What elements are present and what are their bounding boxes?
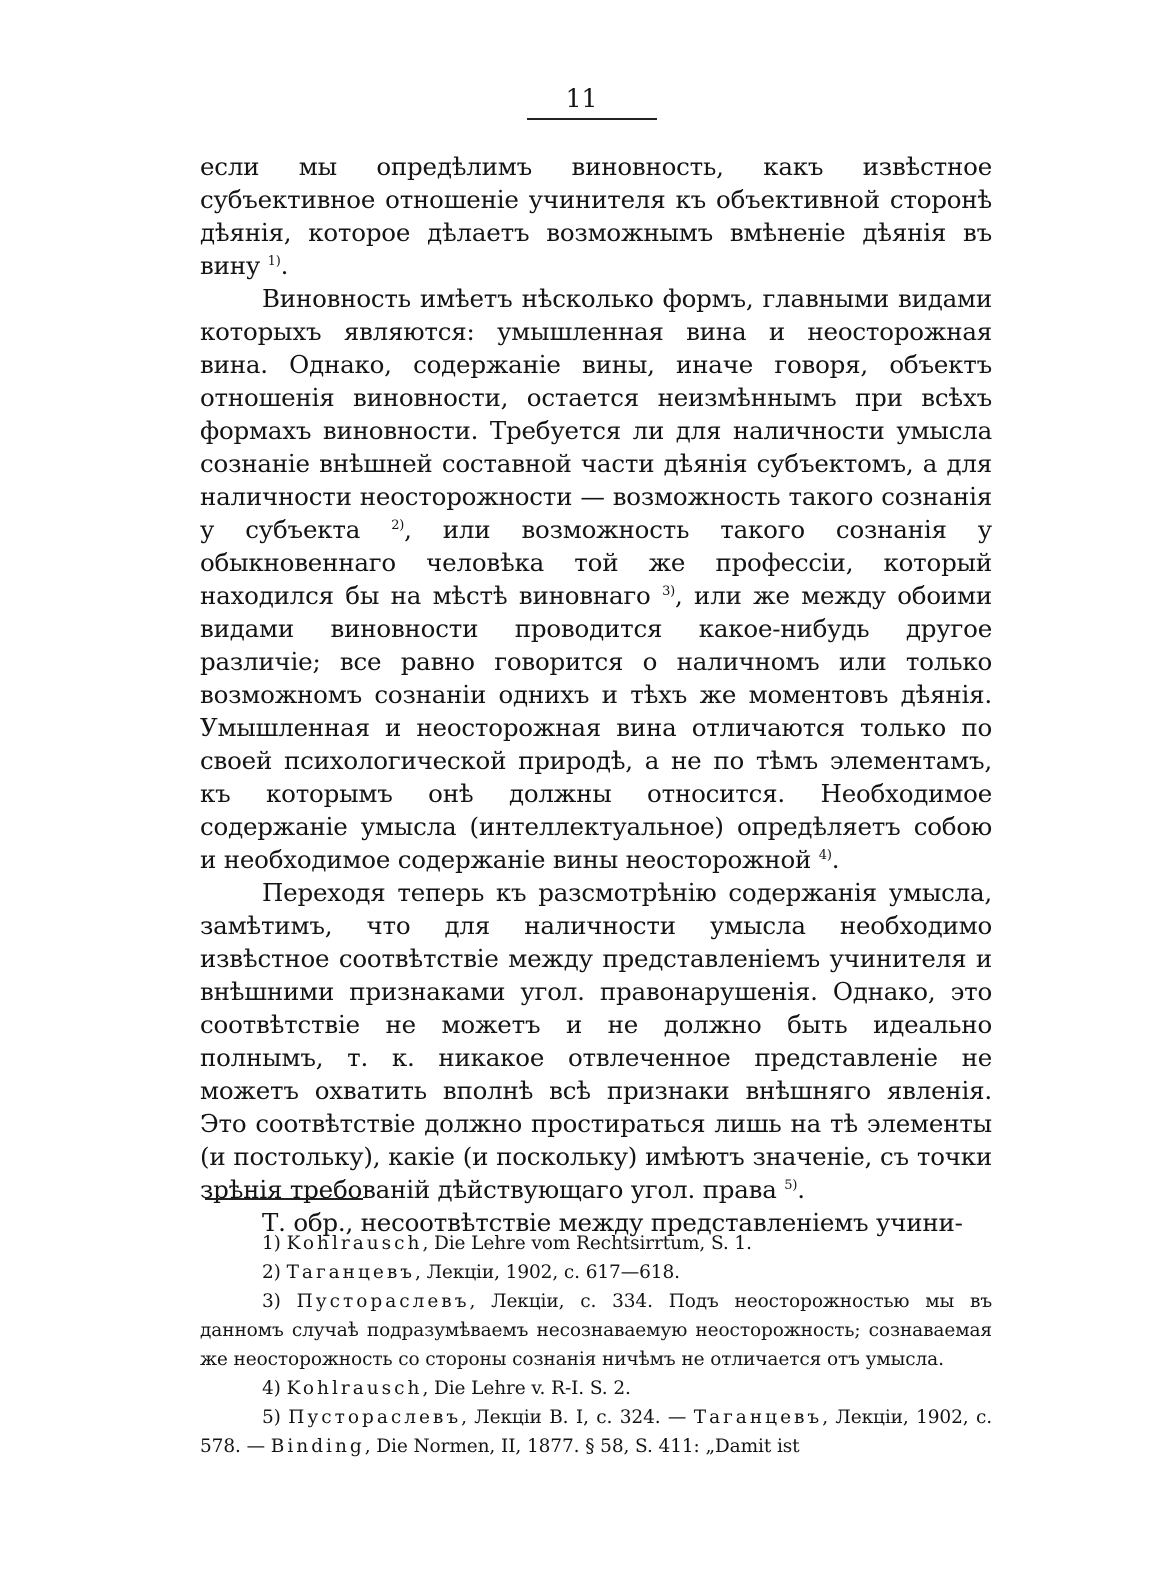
footnote-3-text: , Лекцiи, с. 334. Подъ неосторожностью мы въ данномъ случаѣ подразумѣваемъ несознаваемую неосторожность; сознаваемая же неосторожность со стороны сознанiя ничѣмъ не отличается отъ умысла. (200, 1291, 992, 1370)
paragraph-2-text-b: , или возможность такого сознанiя у обыкновеннаго человѣка той же професciи, который находился бы на мѣстѣ виновнаго (200, 515, 992, 610)
footnote-5-author-2: Таганцевъ (693, 1407, 823, 1428)
footnote-2-text: , Лекцiи, 1902, с. 617—618. (415, 1262, 680, 1283)
footnote-4-number: 4) (262, 1378, 281, 1399)
footnote-5-text-3: , Die Normen, II, 1877. § 58, S. 411: „Damit ist (364, 1436, 800, 1457)
paragraph-2-text-c: , или же между обоими видами виновности проводится какое-нибудь другое различiе; все равно говорится о наличномъ или только возможномъ сознанiи однихъ и тѣхъ же моментовъ дѣянiя. Умышленная и неосторожная вина отличаются только по своей психологической природѣ, а не по тѣмъ элементамъ, къ которымъ онѣ должны относится. Необходимое содержанiе умысла (интеллектуальное) опредѣляетъ собою и необходимое содержанiе вины неосторожной (200, 581, 993, 874)
paragraph-4: Т. обр., несоотвѣтствiе между представленiемъ учини- (262, 1208, 963, 1237)
footnote-5-number: 5) (262, 1407, 281, 1428)
footnote-5-author-3: Binding (270, 1436, 365, 1457)
footnote-5 (200, 1403, 992, 1461)
page-number-rule (527, 118, 657, 120)
footnote-5-author-1: Пустораслевъ (288, 1407, 462, 1428)
footnote-4 (200, 1374, 992, 1403)
footnote-ref-1[interactable]: 1) (267, 253, 281, 269)
paragraph-3-text: Переходя теперь къ разсмотрѣнiю содержанiя умысла, замѣтимъ, что для наличности умысла необходимо извѣстное соотвѣтствiе между представленiемъ учинителя и внѣшними признаками угол. правонарушенiя. Однако, это соотвѣтствiе не можетъ и не должно быть идеально полнымъ, т. к. никакое отвлеченное представленiе не можетъ охватить вполнѣ всѣ признаки внѣшняго явленiя. Это соотвѣтствiе должно простираться лишь на тѣ элементы (и постольку), какiе (и поскольку) имѣютъ значенiе, съ точки зрѣнiя требованiй дѣйствующаго угол. права (200, 878, 992, 1204)
footnote-2-number: 2) (262, 1262, 281, 1283)
footnote-1-number: 1) (262, 1233, 281, 1254)
paragraph-1-text: если мы опредѣлимъ виновность, какъ извѣстное субъективное отношенiе учинителя къ объективной сторонѣ дѣянiя, которое дѣлаетъ возможнымъ вмѣненiе дѣянiя въ вину (200, 152, 992, 280)
footnotes (200, 1229, 992, 1461)
footnote-ref-3[interactable]: 3) (662, 583, 676, 599)
paragraph-2-end: . (831, 845, 840, 874)
paragraph-3-end: . (797, 1175, 805, 1204)
paragraph-2 (200, 282, 992, 876)
paragraph-2-text-a: Виновность имѣетъ нѣсколько формъ, главными видами которыхъ являются: умышленная вина и неосторожная вина. Однако, содержанiе вины, иначе говоря, объектъ отношенiя виновности, остается неизмѣннымъ при всѣхъ формахъ виновности. Требуется ли для наличности умысла сознанiе внѣшней составной части дѣянiя субъектомъ, а для наличности неосторожности — возможность такого сознанiя у субъекта (200, 284, 992, 544)
footnote-1-author: Kohlrausch (286, 1233, 423, 1254)
paragraph-1 (200, 150, 992, 282)
paragraph-1-end: . (280, 251, 289, 280)
footnote-3 (200, 1287, 992, 1374)
footnote-4-text: , Die Lehre v. R-I. S. 2. (422, 1378, 631, 1399)
footnote-rule (205, 1198, 363, 1200)
footnote-3-number: 3) (262, 1291, 281, 1312)
footnote-5-text-2: , Лекцiи, 1902, с. 578. — (200, 1407, 992, 1457)
page-number: 11 (565, 84, 598, 113)
footnote-1 (200, 1229, 992, 1258)
footnote-4-author: Kohlrausch (286, 1378, 423, 1399)
footnote-ref-5[interactable]: 5) (784, 1177, 798, 1193)
footnote-2 (200, 1258, 992, 1287)
footnote-ref-2[interactable]: 2) (391, 517, 405, 533)
body-text (200, 150, 992, 1239)
footnote-ref-4[interactable]: 4) (818, 847, 832, 863)
footnote-3-author: Пустораслевъ (296, 1291, 470, 1312)
footnote-2-author: Таганцевъ (286, 1262, 416, 1283)
footnote-1-text: , Die Lehre vom Rechtsirrtum, S. 1. (422, 1233, 752, 1254)
footnote-5-text-1: , Лекцiи B. I, с. 324. — (461, 1407, 694, 1428)
paragraph-3 (200, 876, 992, 1206)
